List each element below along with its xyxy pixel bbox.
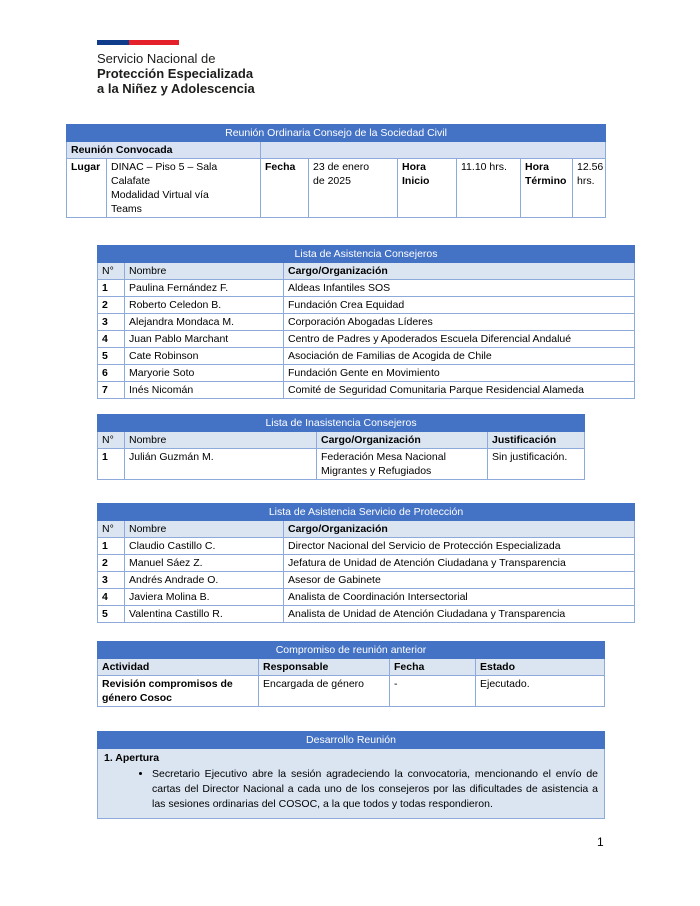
table-row	[98, 331, 635, 348]
table-row	[98, 382, 635, 399]
row-number: 5	[98, 348, 125, 365]
row-number: 3	[98, 572, 125, 589]
hora-termino-label-2: Término	[525, 175, 567, 187]
table-row	[98, 280, 635, 297]
row-number: 1	[98, 449, 125, 480]
col-status: Estado	[476, 659, 605, 676]
row-name: Maryorie Soto	[125, 365, 284, 382]
col-responsible: Responsable	[259, 659, 390, 676]
row-number: 4	[98, 589, 125, 606]
meeting-development-body	[98, 749, 605, 819]
col-cargo: Cargo/Organización	[284, 521, 635, 538]
lugar-line-2: Calafate	[111, 175, 151, 187]
row-name: Manuel Sáez Z.	[125, 555, 284, 572]
row-number: 2	[98, 297, 125, 314]
row-name: Juan Pablo Marchant	[125, 331, 284, 348]
col-number: N°	[98, 432, 125, 449]
row-activity	[98, 676, 259, 707]
table-row	[98, 676, 605, 707]
logo-flag-bar	[97, 40, 179, 45]
row-name: Valentina Castillo R.	[125, 606, 284, 623]
institution-logo	[97, 40, 277, 96]
hora-termino-label-1: Hora	[525, 161, 549, 173]
meeting-development-table	[97, 731, 605, 819]
meeting-convocada-label: Reunión Convocada	[67, 142, 261, 159]
council-absence-title: Lista de Inasistencia Consejeros	[98, 415, 585, 432]
row-cargo: Analista de Coordinación Intersectorial	[284, 589, 635, 606]
row-name: Javiera Molina B.	[125, 589, 284, 606]
row-cargo: Fundación Gente en Movimiento	[284, 365, 635, 382]
previous-commitments-table	[97, 641, 605, 707]
row-name: Roberto Celedon B.	[125, 297, 284, 314]
row-cargo: Centro de Padres y Apoderados Escuela Diferencial Andalué	[284, 331, 635, 348]
council-attendance-table	[97, 245, 635, 399]
lugar-value	[107, 159, 261, 218]
row-status: Ejecutado.	[476, 676, 605, 707]
meeting-convocada-blank	[261, 142, 606, 159]
previous-commitments-title: Compromiso de reunión anterior	[98, 642, 605, 659]
meeting-title: Reunión Ordinaria Consejo de la Sociedad Civil	[67, 125, 606, 142]
hora-termino-value-2: hrs.	[577, 175, 595, 187]
row-name: Julián Guzmán M.	[125, 449, 317, 480]
col-activity: Actividad	[98, 659, 259, 676]
row-name: Claudio Castillo C.	[125, 538, 284, 555]
row-date: -	[390, 676, 476, 707]
col-number: N°	[98, 521, 125, 538]
hora-inicio-label-2: Inicio	[402, 175, 430, 187]
council-absence-table	[97, 414, 585, 480]
hora-termino-value	[573, 159, 606, 218]
row-activity-line-1: Revisión compromisos de	[102, 678, 233, 690]
row-cargo: Aldeas Infantiles SOS	[284, 280, 635, 297]
row-cargo: Jefatura de Unidad de Atención Ciudadana y Transparencia	[284, 555, 635, 572]
row-number: 1	[98, 280, 125, 297]
row-cargo-line-1: Federación Mesa Nacional	[321, 451, 446, 463]
fecha-label: Fecha	[261, 159, 309, 218]
fecha-line-1: 23 de enero	[313, 161, 370, 173]
col-name: Nombre	[125, 432, 317, 449]
lugar-line-3: Modalidad Virtual vía	[111, 189, 209, 201]
row-justification: Sin justificación.	[488, 449, 585, 480]
hora-inicio-label	[398, 159, 457, 218]
logo-line-1: Servicio Nacional de	[97, 51, 216, 66]
row-number: 2	[98, 555, 125, 572]
row-activity-line-2: género Cosoc	[102, 692, 173, 704]
table-row	[98, 348, 635, 365]
apertura-bullet-list	[104, 767, 598, 812]
col-cargo: Cargo/Organización	[317, 432, 488, 449]
col-justification: Justificación	[488, 432, 585, 449]
col-name: Nombre	[125, 521, 284, 538]
table-row	[98, 589, 635, 606]
logo-line-3: a la Niñez y Adolescencia	[97, 81, 255, 96]
row-name: Alejandra Mondaca M.	[125, 314, 284, 331]
row-responsible: Encargada de género	[259, 676, 390, 707]
row-cargo: Fundación Crea Equidad	[284, 297, 635, 314]
row-cargo: Asesor de Gabinete	[284, 572, 635, 589]
hora-inicio-label-1: Hora	[402, 161, 426, 173]
meeting-info-table	[66, 124, 606, 218]
table-row	[98, 538, 635, 555]
table-row	[98, 555, 635, 572]
service-attendance-title: Lista de Asistencia Servicio de Protección	[98, 504, 635, 521]
meeting-development-title: Desarrollo Reunión	[98, 732, 605, 749]
lugar-label: Lugar	[67, 159, 107, 218]
row-cargo: Director Nacional del Servicio de Protección Especializada	[284, 538, 635, 555]
section-heading-apertura: 1. Apertura	[104, 752, 160, 764]
col-number: N°	[98, 263, 125, 280]
col-name: Nombre	[125, 263, 284, 280]
table-row	[98, 297, 635, 314]
table-row	[98, 365, 635, 382]
row-number: 3	[98, 314, 125, 331]
service-attendance-table	[97, 503, 635, 623]
row-cargo: Analista de Unidad de Atención Ciudadana y Transparencia	[284, 606, 635, 623]
row-cargo-line-2: Migrantes y Refugiados	[321, 465, 432, 477]
row-cargo: Comité de Seguridad Comunitaria Parque Residencial Alameda	[284, 382, 635, 399]
row-number: 6	[98, 365, 125, 382]
fecha-value	[309, 159, 398, 218]
row-cargo	[317, 449, 488, 480]
row-name: Andrés Andrade O.	[125, 572, 284, 589]
table-row	[98, 449, 585, 480]
lugar-line-4: Teams	[111, 203, 142, 215]
row-number: 1	[98, 538, 125, 555]
table-row	[98, 606, 635, 623]
table-row	[98, 314, 635, 331]
table-row	[98, 572, 635, 589]
row-cargo: Corporación Abogadas Líderes	[284, 314, 635, 331]
row-name: Cate Robinson	[125, 348, 284, 365]
council-attendance-title: Lista de Asistencia Consejeros	[98, 246, 635, 263]
hora-termino-label	[521, 159, 573, 218]
row-name: Paulina Fernández F.	[125, 280, 284, 297]
hora-termino-value-1: 12.56	[577, 161, 604, 173]
apertura-bullet: • Secretario Ejecutivo abre la sesión agradeciendo la convocatoria, mencionando el envío de cartas del Director Nacional a cada uno de los consejeros por las dificultades de asistencia a las sesiones ordinarias del COSOC, a la que todos y todas respondieron.	[152, 767, 598, 812]
row-name: Inés Nicomán	[125, 382, 284, 399]
row-number: 4	[98, 331, 125, 348]
col-cargo: Cargo/Organización	[284, 263, 635, 280]
hora-inicio-value: 11.10 hrs.	[457, 159, 521, 218]
col-date: Fecha	[390, 659, 476, 676]
row-number: 7	[98, 382, 125, 399]
row-cargo: Asociación de Familias de Acogida de Chile	[284, 348, 635, 365]
logo-line-2: Protección Especializada	[97, 66, 254, 81]
fecha-line-2: de 2025	[313, 175, 351, 187]
lugar-line-1: DINAC – Piso 5 – Sala	[111, 161, 218, 173]
row-number: 5	[98, 606, 125, 623]
page-number: 1	[597, 835, 604, 849]
